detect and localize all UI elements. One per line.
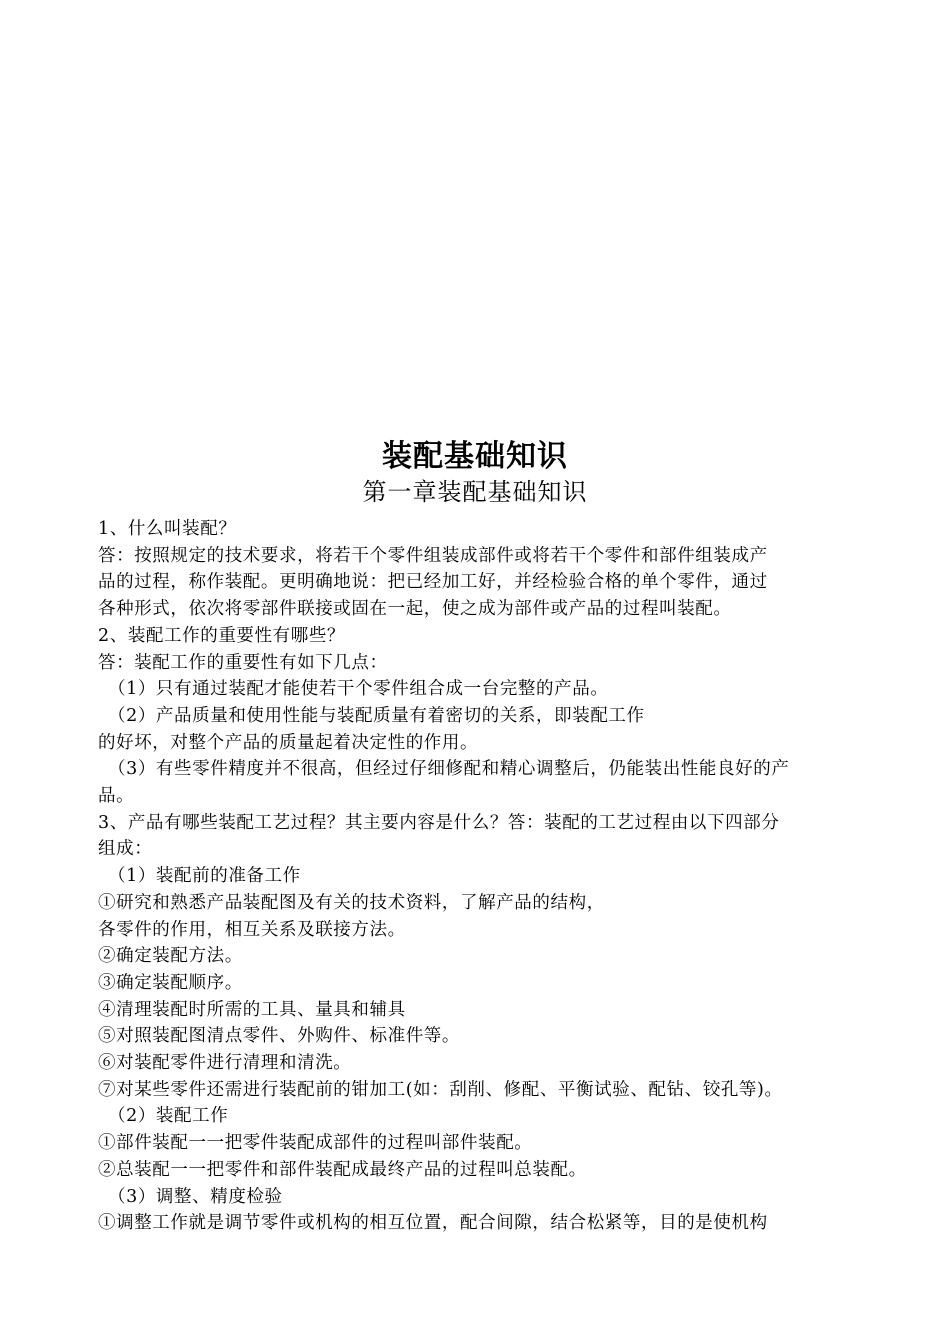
chapter-heading: 第一章装配基础知识 [362,478,588,506]
list-item-continuation: 各零件的作用，相互关系及联接方法。 [98,919,406,940]
list-item: ①研究和熟悉产品装配图及有关的技术资料，了解产品的结构， [98,892,605,913]
list-item: ②总装配一一把零件和部件装配成最终产品的过程叫总装配。 [98,1159,587,1180]
answer-line: 组成： [98,839,153,860]
question-3: 3、产品有哪些装配工艺过程？其主要内容是什么？答：装配的工艺过程由以下四部分 [98,812,780,833]
list-item: ④清理装配时所需的工具、量具和辅具 [98,999,406,1020]
list-item: ③确定装配顺序。 [98,972,243,993]
list-item: ⑦对某些零件还需进行装配前的钳加工(如：刮削、修配、平衡试验、配钻、铰孔等)。 [98,1079,783,1100]
list-item: ⑥对装配零件进行清理和清洗。 [98,1053,352,1074]
question-2: 2、装配工作的重要性有哪些？ [98,625,346,646]
document-title: 装配基础知识 [382,439,568,474]
list-item-continuation: 的好坏，对整个产品的质量起着决定性的作用。 [98,732,479,753]
answer-line: 答：按照规定的技术要求，将若干个零件组装成部件或将若干个零件和部件组装成产 [98,545,768,566]
list-item: （2）产品质量和使用性能与装配质量有着密切的关系，即装配工作 [108,705,645,726]
list-item: ⑤对照装配图清点零件、外购件、标准件等。 [98,1026,460,1047]
question-1: 1、什么叫装配？ [98,519,237,539]
list-item: （1）只有通过装配才能使若干个零件组合成一台完整的产品。 [108,679,609,700]
section-heading: （2）装配工作 [108,1106,229,1127]
list-item-continuation: 品。 [98,786,135,807]
answer-line: 答：装配工作的重要性有如下几点： [98,652,388,673]
list-item: ①部件装配一一把零件装配成部件的过程叫部件装配。 [98,1133,533,1154]
answer-line: 品的过程，称作装配。更明确地说：把已经加工好，并经检验合格的单个零件，通过 [98,572,768,593]
answer-line: 各种形式，依次将零部件联接或固在一起，使之成为部件或产品的过程叫装配。 [98,599,732,620]
section-heading: （1）装配前的准备工作 [108,866,301,887]
section-heading: （3）调整、精度检验 [108,1186,283,1207]
document-body [98,516,878,1237]
list-item: ②确定装配方法。 [98,946,243,967]
list-item: ①调整工作就是调节零件或机构的相互位置，配合间隙，结合松紧等，目的是使机构 [98,1213,768,1234]
list-item: （3）有些零件精度并不很高，但经过仔细修配和精心调整后，仍能装出性能良好的产 [108,759,790,780]
